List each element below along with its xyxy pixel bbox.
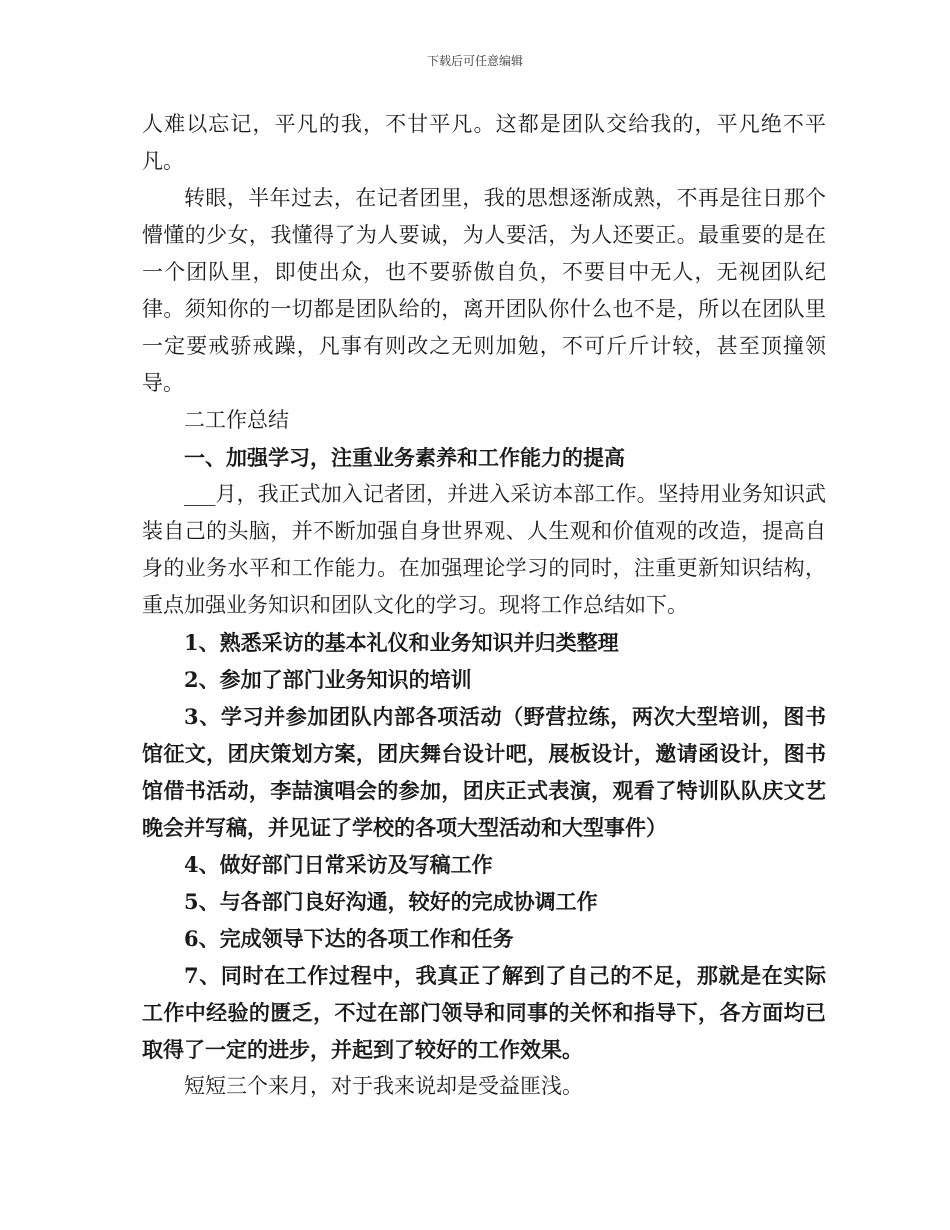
list-item: 2、参加了部门业务知识的培训 <box>184 667 472 692</box>
subsection-heading: 一、加强学习，注重业务素养和工作能力的提高 <box>184 445 625 470</box>
list-item: 3、学习并参加团队内部各项活动（野营拉练，两次大型培训，图书馆征文，团庆策划方案，团庆舞台设计吧，展板设计，邀请函设计，图书馆借书活动，李喆演唱会的参加，团庆正式表演，观看了特训队队庆文艺晚会并写稿，并见证了学校的各项大型活动和大型事件） <box>142 704 826 840</box>
page-header: 下载后可任意编辑 <box>426 54 523 68</box>
section-heading: 二工作总结 <box>184 408 289 432</box>
list-item: 1、熟悉采访的基本礼仪和业务知识并归类整理 <box>184 630 619 655</box>
paragraph: 短短三个来月，对于我来说却是受益匪浅。 <box>184 1074 583 1098</box>
list-item: 7、同时在工作过程中，我真正了解到了自己的不足，那就是在实际工作中经验的匮乏，不过在部门领导和同事的关怀和指导下，各方面均已取得了一定的进步，并起到了较好的工作效果。 <box>142 963 826 1062</box>
paragraph: ___月，我正式加入记者团，并进入采访本部工作。坚持用业务知识武装自己的头脑，并不断加强自身世界观、人生观和价值观的改造，提高自身的业务水平和工作能力。在加强理论学习的同时，注重更新知识结构，重点加强业务知识和团队文化的学习。现将工作总结如下。 <box>142 482 826 617</box>
paragraph: 人难以忘记，平凡的我，不甘平凡。这都是团队交给我的，平凡绝不平凡。 <box>142 112 826 173</box>
document-body <box>142 106 826 1105</box>
list-item: 4、做好部门日常采访及写稿工作 <box>184 852 493 877</box>
list-item: 5、与各部门良好沟通，较好的完成协调工作 <box>184 889 598 914</box>
list-item: 6、完成领导下达的各项工作和任务 <box>184 926 514 951</box>
paragraph: 转眼，半年过去，在记者团里，我的思想逐渐成熟，不再是往日那个懵懂的少女，我懂得了为人要诚，为人要活，为人还要正。最重要的是在一个团队里，即使出众，也不要骄傲自负，不要目中无人，无视团队纪律。须知你的一切都是团队给的，离开团队你什么也不是，所以在团队里一定要戒骄戒躁，凡事有则改之无则加勉，不可斤斤计较，甚至顶撞领导。 <box>142 186 826 395</box>
